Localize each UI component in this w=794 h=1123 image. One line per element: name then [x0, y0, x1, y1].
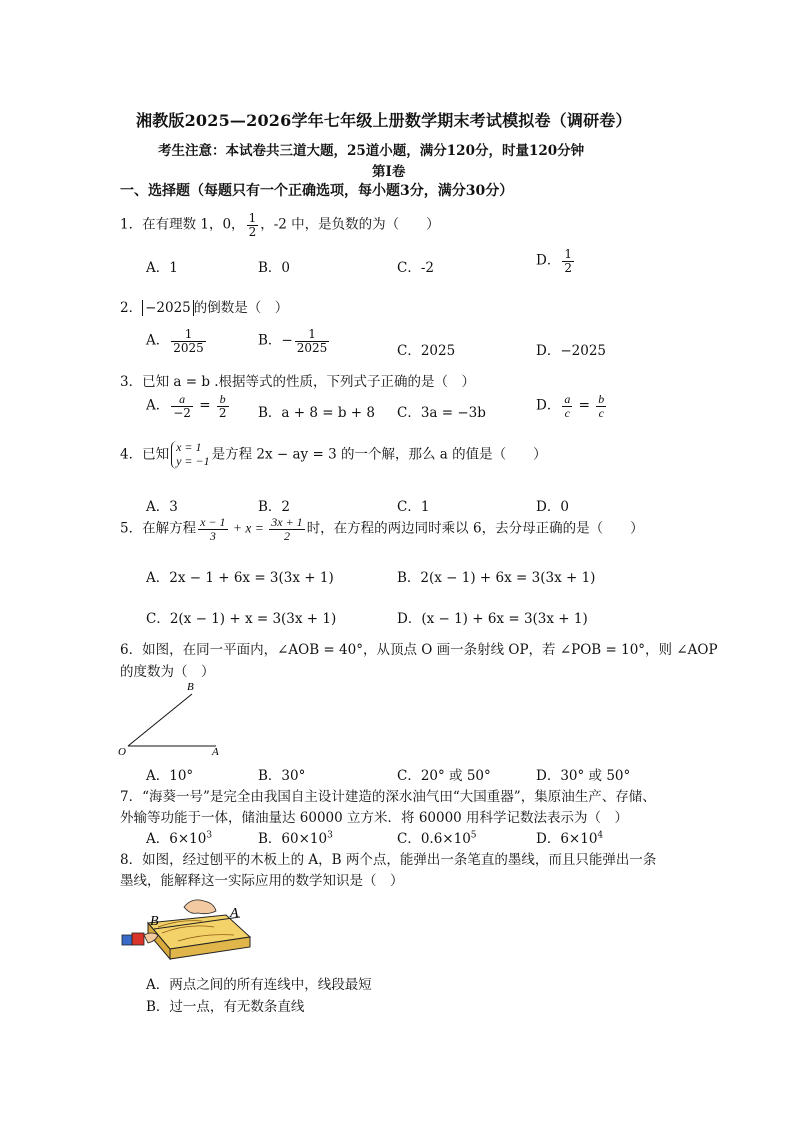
ray-ob	[128, 694, 192, 746]
q1-fraction: $\frac{1}{2}$	[248, 211, 257, 239]
angle-aob-figure	[116, 678, 236, 758]
q3-option-c[interactable]: C．3a = −3b	[397, 405, 486, 421]
q6-option-c[interactable]: C．20° 或 50°	[397, 768, 491, 784]
q8-option-a[interactable]: A．两点之间的所有连线中，线段最短	[146, 977, 372, 993]
q5-option-c[interactable]: C．2(x − 1) + x = 3(3x + 1)	[146, 611, 337, 627]
label-b: B	[150, 914, 159, 929]
part-heading: 第Ⅰ卷	[372, 164, 406, 180]
q4-option-c[interactable]: C．1	[397, 499, 430, 515]
question-1-stem	[120, 212, 440, 238]
q1-option-a[interactable]: A．1	[146, 260, 178, 276]
q1-stem-part-b: ，-2 中，是负数的为（ ）	[260, 216, 440, 233]
q1-option-c[interactable]: C．-2	[397, 260, 434, 276]
question-8-line-1: 8．如图，经过刨平的木板上的 A，B 两个点，能弹出一条笔直的墨线，而且只能弹出一条	[120, 852, 657, 868]
q5-option-d[interactable]: D．(x − 1) + 6x = 3(3x + 1)	[397, 611, 588, 627]
q7-option-c[interactable]: C．$0.6\times 10^5$	[397, 830, 477, 847]
question-7-line-2: 外输等功能于一体，储油量达 60000 立方米．将 60000 用科学记数法表示为（ ）	[120, 810, 629, 826]
question-4-stem: 4．已知 x = 1 y = −1 是方程 2x − ay = 3 的一个解，那么 a 的值是（ ）	[120, 440, 547, 468]
label-o: O	[118, 746, 126, 758]
sleeve-red	[132, 933, 144, 945]
q6-option-a[interactable]: A．10°	[146, 768, 194, 784]
question-6-line-2: 的度数为（ ）	[120, 664, 215, 680]
question-2-stem: 2． −2025 的倒数是（ ）	[120, 300, 289, 316]
q3-option-d[interactable]: D． $\frac{a}{c}$ = $\frac{b}{c}$	[536, 392, 605, 420]
q6-option-d[interactable]: D．30° 或 50°	[536, 768, 631, 784]
q3-option-b[interactable]: B．a + 8 = b + 8	[258, 405, 375, 421]
hand-icon	[184, 900, 216, 914]
q2-option-a[interactable]: A． $\frac{1}{2025}$	[146, 327, 204, 355]
exam-notice: 考生注意：本试卷共三道大题，25道小题，满分120分，时量120分钟	[158, 143, 585, 159]
q5-option-b[interactable]: B．2(x − 1) + 6x = 3(3x + 1)	[397, 570, 596, 586]
q3-option-a[interactable]: A． $\frac{a}{-2}$ = $\frac{b}{2}$	[146, 392, 227, 420]
label-b: B	[187, 681, 194, 693]
q8-option-b[interactable]: B．过一点，有无数条直线	[146, 999, 305, 1015]
section-heading: 一、选择题（每题只有一个正确选项，每小题3分，满分30分）	[120, 183, 514, 199]
q5-option-a[interactable]: A．2x − 1 + 6x = 3(3x + 1)	[146, 570, 334, 586]
q6-option-b[interactable]: B．30°	[258, 768, 306, 784]
question-6-line-1: 6．如图，在同一平面内，∠AOB = 40°，从顶点 O 画一条射线 OP，若 ∠POB = 10°，则 ∠AOP	[120, 642, 718, 658]
q2-option-c[interactable]: C．2025	[397, 343, 456, 359]
q1-option-d[interactable]: D． $\frac{1}{2}$	[536, 247, 572, 275]
question-5-stem: 5．在解方程 $\frac{x - 1}{3}$ + x = $\frac{3x + 1}{2}$ 时，在方程的两边同时乘以 6，去分母正确的是（ ）	[120, 515, 644, 543]
chalk-line-board-illustration	[118, 893, 258, 961]
q2-option-b[interactable]: B．− $\frac{1}{2025}$	[258, 327, 328, 355]
q1-option-b[interactable]: B．0	[258, 260, 291, 276]
question-3-stem: 3．已知 a = b .根据等式的性质，下列式子正确的是（ ）	[120, 374, 476, 390]
exam-title: 湘教版2025—2026学年七年级上册数学期末考试模拟卷（调研卷）	[136, 111, 632, 130]
q7-option-d[interactable]: D．$6\times 10^4$	[536, 830, 604, 847]
q4-option-d[interactable]: D．0	[536, 499, 569, 515]
q1-stem-part-a: 1．在有理数 1，0，	[120, 216, 245, 233]
q4-equation-system: x = 1 y = −1	[171, 441, 210, 469]
q4-option-b[interactable]: B．2	[258, 499, 291, 515]
q2-option-d[interactable]: D．−2025	[536, 343, 606, 359]
sleeve-blue	[122, 935, 132, 945]
question-8-line-2: 墨线，能解释这一实际应用的数学知识是（ ）	[120, 873, 404, 889]
q7-option-a[interactable]: A．$6\times 10^3$	[146, 830, 213, 847]
question-7-line-1: 7．“海葵一号”是完全由我国自主设计建造的深水油气田“大国重器”，集原油生产、存储、	[120, 789, 656, 805]
q7-option-b[interactable]: B．$60\times 10^3$	[258, 830, 333, 847]
q4-option-a[interactable]: A．3	[146, 499, 178, 515]
q2-absolute-value: −2025	[142, 300, 194, 316]
label-a: A	[212, 746, 219, 758]
label-a: A	[230, 906, 239, 921]
